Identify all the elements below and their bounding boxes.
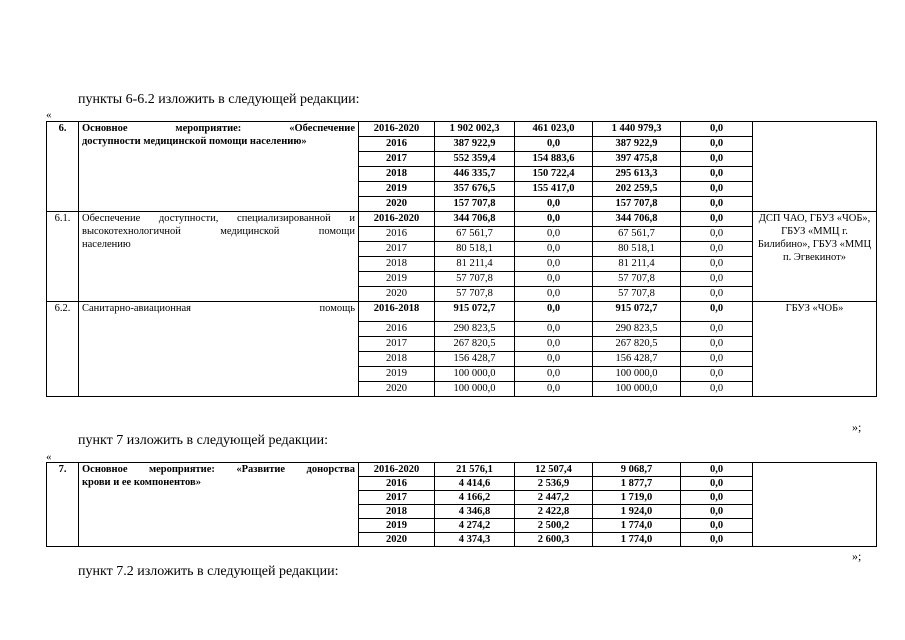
row-number-cell: 6.1.: [47, 212, 79, 302]
amount-cell: 67 561,7: [435, 227, 515, 242]
amount-cell: 1 924,0: [593, 505, 681, 519]
amount-cell: 12 507,4: [515, 463, 593, 477]
activity-name-cell: [79, 302, 359, 397]
amount-cell: 21 576,1: [435, 463, 515, 477]
amount-cell: 9 068,7: [593, 463, 681, 477]
amount-cell: 397 475,8: [593, 152, 681, 167]
executor-cell: [753, 463, 877, 547]
amount-cell: 202 259,5: [593, 182, 681, 197]
period-cell: 2020: [359, 382, 435, 397]
period-cell: 2016: [359, 137, 435, 152]
close-mark-1: »;: [852, 420, 862, 434]
amount-cell: 267 820,5: [435, 337, 515, 352]
amount-cell: 1 877,7: [593, 477, 681, 491]
table-row: [47, 212, 877, 227]
amount-cell: 0,0: [515, 257, 593, 272]
amount-cell: 0,0: [681, 519, 753, 533]
period-cell: 2020: [359, 287, 435, 302]
period-cell: 2016-2020: [359, 463, 435, 477]
activity-name-line: высокотехнологичной медицинской помощи: [82, 226, 355, 237]
amount-cell: 0,0: [681, 212, 753, 227]
amount-cell: 57 707,8: [435, 287, 515, 302]
amount-cell: 0,0: [681, 367, 753, 382]
amount-cell: 4 274,2: [435, 519, 515, 533]
amount-cell: 0,0: [681, 533, 753, 547]
amount-cell: 290 823,5: [593, 322, 681, 337]
amount-cell: 57 707,8: [593, 287, 681, 302]
row-number-cell: 6.: [47, 122, 79, 212]
amount-cell: 0,0: [515, 367, 593, 382]
amount-cell: 4 166,2: [435, 491, 515, 505]
amount-cell: 81 211,4: [593, 257, 681, 272]
amount-cell: 0,0: [515, 272, 593, 287]
amount-cell: 1 719,0: [593, 491, 681, 505]
amount-cell: 0,0: [681, 122, 753, 137]
intro-paragraph-2: пункт 7 изложить в следующей редакции:: [78, 433, 328, 448]
activity-name-line: крови и ее компонентов»: [82, 477, 201, 488]
amount-cell: 2 536,9: [515, 477, 593, 491]
amount-cell: 0,0: [681, 287, 753, 302]
activity-name-line: доступности медицинской помощи населению»: [82, 136, 307, 147]
amount-cell: 915 072,7: [435, 302, 515, 322]
row-number-cell: 6.2.: [47, 302, 79, 397]
amount-cell: 67 561,7: [593, 227, 681, 242]
amount-cell: 0,0: [515, 197, 593, 212]
amount-cell: 4 414,6: [435, 477, 515, 491]
row-number-cell: 7.: [47, 463, 79, 547]
amount-cell: 461 023,0: [515, 122, 593, 137]
table-section-7-body: [47, 463, 877, 547]
amount-cell: 0,0: [681, 272, 753, 287]
amount-cell: 156 428,7: [435, 352, 515, 367]
period-cell: 2016: [359, 477, 435, 491]
amount-cell: 81 211,4: [435, 257, 515, 272]
amount-cell: 0,0: [515, 322, 593, 337]
amount-cell: 0,0: [681, 257, 753, 272]
period-cell: 2018: [359, 167, 435, 182]
amount-cell: 156 428,7: [593, 352, 681, 367]
activity-name-line: Санитарно-авиационная помощь: [82, 303, 355, 314]
amount-cell: 552 359,4: [435, 152, 515, 167]
amount-cell: 0,0: [515, 337, 593, 352]
period-cell: 2016-2020: [359, 122, 435, 137]
amount-cell: 100 000,0: [593, 367, 681, 382]
amount-cell: 0,0: [681, 491, 753, 505]
amount-cell: 2 500,2: [515, 519, 593, 533]
executor-cell: ДСП ЧАО, ГБУЗ «ЧОБ», ГБУЗ «ММЦ г. Билибино», ГБУЗ «ММЦ п. Эгвекинот»: [753, 212, 877, 302]
amount-cell: 295 613,3: [593, 167, 681, 182]
open-quote-2: «: [46, 451, 52, 463]
amount-cell: 0,0: [515, 382, 593, 397]
amount-cell: 4 346,8: [435, 505, 515, 519]
amount-cell: 0,0: [681, 227, 753, 242]
amount-cell: 1 440 979,3: [593, 122, 681, 137]
amount-cell: 2 447,2: [515, 491, 593, 505]
amount-cell: 0,0: [681, 302, 753, 322]
amount-cell: 155 417,0: [515, 182, 593, 197]
amount-cell: 4 374,3: [435, 533, 515, 547]
period-cell: 2017: [359, 337, 435, 352]
amount-cell: 0,0: [681, 505, 753, 519]
amount-cell: 2 600,3: [515, 533, 593, 547]
activity-name-line: Обеспечение доступности, специализированной и: [82, 213, 355, 224]
period-cell: 2019: [359, 367, 435, 382]
activity-name-cell: [79, 463, 359, 547]
amount-cell: 157 707,8: [435, 197, 515, 212]
period-cell: 2020: [359, 197, 435, 212]
table-section-7: [46, 462, 877, 547]
amount-cell: 2 422,8: [515, 505, 593, 519]
amount-cell: 0,0: [681, 477, 753, 491]
period-cell: 2017: [359, 152, 435, 167]
amount-cell: 80 518,1: [593, 242, 681, 257]
amount-cell: 0,0: [515, 137, 593, 152]
amount-cell: 150 722,4: [515, 167, 593, 182]
period-cell: 2020: [359, 533, 435, 547]
amount-cell: 1 902 002,3: [435, 122, 515, 137]
activity-name-line: Основное мероприятие: «Обеспечение: [82, 123, 355, 134]
executor-cell: [753, 122, 877, 212]
amount-cell: 100 000,0: [435, 367, 515, 382]
activity-name-cell: [79, 212, 359, 302]
activity-name-line: Основное мероприятие: «Развитие донорства: [82, 464, 355, 475]
amount-cell: 0,0: [515, 212, 593, 227]
period-cell: 2016: [359, 322, 435, 337]
amount-cell: 344 706,8: [435, 212, 515, 227]
amount-cell: 446 335,7: [435, 167, 515, 182]
period-cell: 2019: [359, 272, 435, 287]
period-cell: 2016-2018: [359, 302, 435, 322]
amount-cell: 0,0: [681, 382, 753, 397]
amount-cell: 0,0: [681, 182, 753, 197]
open-quote-1: «: [46, 109, 52, 121]
amount-cell: 344 706,8: [593, 212, 681, 227]
amount-cell: 0,0: [681, 463, 753, 477]
amount-cell: 0,0: [515, 302, 593, 322]
amount-cell: 157 707,8: [593, 197, 681, 212]
amount-cell: 0,0: [681, 152, 753, 167]
table-row: [47, 302, 877, 322]
table-section-6: [46, 121, 877, 397]
table-row: [47, 122, 877, 137]
amount-cell: 1 774,0: [593, 519, 681, 533]
period-cell: 2019: [359, 519, 435, 533]
table-row: [47, 463, 877, 477]
amount-cell: 357 676,5: [435, 182, 515, 197]
amount-cell: 0,0: [681, 167, 753, 182]
amount-cell: 267 820,5: [593, 337, 681, 352]
intro-paragraph-1: пункты 6-6.2 изложить в следующей редакции:: [78, 92, 360, 107]
period-cell: 2018: [359, 257, 435, 272]
amount-cell: 154 883,6: [515, 152, 593, 167]
amount-cell: 0,0: [681, 137, 753, 152]
activity-name-line: населению: [82, 239, 131, 250]
amount-cell: 387 922,9: [593, 137, 681, 152]
amount-cell: 0,0: [681, 322, 753, 337]
close-mark-2: »;: [852, 549, 862, 563]
amount-cell: 0,0: [681, 242, 753, 257]
activity-name-cell: [79, 122, 359, 212]
amount-cell: 0,0: [681, 197, 753, 212]
amount-cell: 915 072,7: [593, 302, 681, 322]
amount-cell: 387 922,9: [435, 137, 515, 152]
amount-cell: 100 000,0: [435, 382, 515, 397]
amount-cell: 0,0: [681, 352, 753, 367]
amount-cell: 80 518,1: [435, 242, 515, 257]
period-cell: 2018: [359, 352, 435, 367]
amount-cell: 0,0: [515, 287, 593, 302]
executor-cell: ГБУЗ «ЧОБ»: [753, 302, 877, 397]
amount-cell: 1 774,0: [593, 533, 681, 547]
amount-cell: 57 707,8: [593, 272, 681, 287]
period-cell: 2017: [359, 491, 435, 505]
amount-cell: 100 000,0: [593, 382, 681, 397]
period-cell: 2017: [359, 242, 435, 257]
amount-cell: 0,0: [515, 352, 593, 367]
table-section-6-body: [47, 122, 877, 397]
amount-cell: 0,0: [515, 242, 593, 257]
amount-cell: 290 823,5: [435, 322, 515, 337]
period-cell: 2016-2020: [359, 212, 435, 227]
intro-paragraph-3: пункт 7.2 изложить в следующей редакции:: [78, 564, 339, 579]
amount-cell: 0,0: [681, 337, 753, 352]
period-cell: 2018: [359, 505, 435, 519]
period-cell: 2016: [359, 227, 435, 242]
amount-cell: 57 707,8: [435, 272, 515, 287]
period-cell: 2019: [359, 182, 435, 197]
amount-cell: 0,0: [515, 227, 593, 242]
